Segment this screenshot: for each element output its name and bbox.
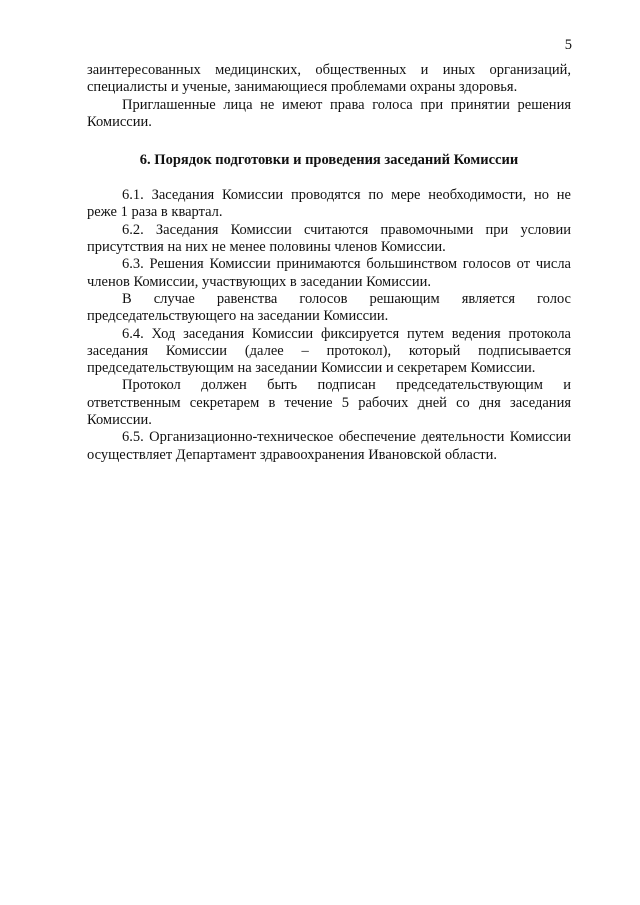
paragraph: Протокол должен быть подписан председательствующим и ответственным секретарем в течение 5 рабочих дней со дня заседания Комиссии. xyxy=(87,377,571,429)
paragraph: 6.4. Ход заседания Комиссии фиксируется путем ведения протокола заседания Комиссии (далее – протокол), который подписывается председательствующим на заседании Комиссии и секретарем Комиссии. xyxy=(87,325,571,377)
paragraph: 6.2. Заседания Комиссии считаются правомочными при условии присутствия на них не менее половины членов Комиссии. xyxy=(87,221,571,256)
paragraph: заинтересованных медицинских, общественных и иных организаций, специалисты и ученые, занимающиеся проблемами охраны здоровья. xyxy=(87,62,571,96)
paragraph: 6.3. Решения Комиссии принимаются большинством голосов от числа членов Комиссии, участвующих в заседании Комиссии. xyxy=(87,256,571,290)
document-body xyxy=(87,62,571,464)
paragraph: 6.5. Организационно-техническое обеспечение деятельности Комиссии осуществляет Департамент здравоохранения Ивановской области. xyxy=(87,429,571,463)
section-heading: 6. Порядок подготовки и проведения заседаний Комиссии xyxy=(139,152,519,169)
paragraph: Приглашенные лица не имеют права голоса при принятии решения Комиссии. xyxy=(87,96,571,130)
page-number: 5 xyxy=(564,37,572,53)
paragraph: 6.1. Заседания Комиссии проводятся по мере необходимости, но не реже 1 раза в квартал. xyxy=(87,187,571,221)
paragraph: В случае равенства голосов решающим является голос председательствующего на заседании Комиссии. xyxy=(87,290,571,325)
